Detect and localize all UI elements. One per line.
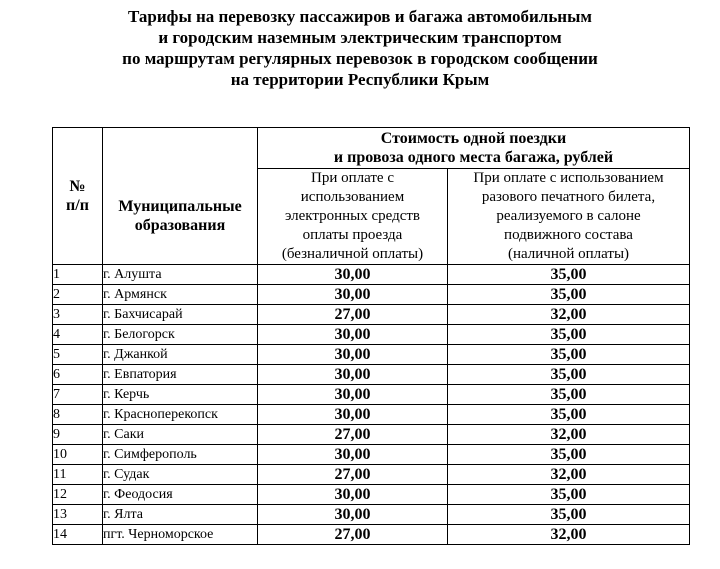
table-row (53, 325, 690, 345)
row-cash-price: 35,00 (448, 445, 690, 465)
row-cash-price: 32,00 (448, 525, 690, 545)
row-municipality: г. Симферополь (103, 445, 258, 465)
header-cash-line: реализуемого в салоне (496, 208, 641, 224)
row-municipality: г. Керчь (103, 385, 258, 405)
row-number: 4 (53, 325, 103, 345)
row-electronic-price: 30,00 (258, 485, 448, 505)
table-row (53, 285, 690, 305)
table-row (53, 525, 690, 545)
row-electronic-price: 27,00 (258, 425, 448, 445)
row-electronic-price: 30,00 (258, 445, 448, 465)
row-number: 13 (53, 505, 103, 525)
header-electronic-line: При оплате с (310, 170, 394, 186)
row-municipality: г. Судак (103, 465, 258, 485)
row-cash-price: 35,00 (448, 385, 690, 405)
header-municipality-line: образования (134, 217, 226, 234)
table-row (53, 425, 690, 445)
title-line: и городским наземным электрическим транспортом (158, 28, 562, 47)
table-row (53, 345, 690, 365)
row-cash-price: 35,00 (448, 405, 690, 425)
row-cash-price: 35,00 (448, 325, 690, 345)
row-cash-price: 32,00 (448, 465, 690, 485)
row-municipality: г. Саки (103, 425, 258, 445)
header-electronic-line: использованием (300, 189, 405, 205)
row-electronic-price: 30,00 (258, 325, 448, 345)
row-electronic-price: 27,00 (258, 305, 448, 325)
header-number-line: п/п (66, 197, 89, 214)
table-row (53, 405, 690, 425)
table-row (53, 445, 690, 465)
header-number (53, 128, 103, 265)
header-cash-line: (наличной оплаты) (507, 246, 630, 262)
row-number: 7 (53, 385, 103, 405)
row-number: 12 (53, 485, 103, 505)
row-electronic-price: 27,00 (258, 525, 448, 545)
row-municipality: пгт. Черноморское (103, 525, 258, 545)
header-cash-line: разового печатного билета, (481, 189, 656, 205)
row-number: 9 (53, 425, 103, 445)
header-number-line: № (69, 178, 86, 195)
header-electronic-line: оплаты проезда (302, 227, 403, 243)
table-row (53, 305, 690, 325)
row-number: 1 (53, 265, 103, 285)
row-electronic-price: 27,00 (258, 465, 448, 485)
row-number: 6 (53, 365, 103, 385)
header-cost (258, 128, 690, 169)
row-cash-price: 35,00 (448, 345, 690, 365)
row-electronic-price: 30,00 (258, 265, 448, 285)
row-electronic-price: 30,00 (258, 385, 448, 405)
row-electronic-price: 30,00 (258, 505, 448, 525)
row-cash-price: 32,00 (448, 425, 690, 445)
table-row (53, 385, 690, 405)
row-municipality: г. Бахчисарай (103, 305, 258, 325)
table-row (53, 505, 690, 525)
header-municipality-line: Муниципальные (118, 198, 242, 215)
row-municipality: г. Феодосия (103, 485, 258, 505)
row-cash-price: 35,00 (448, 285, 690, 305)
row-number: 5 (53, 345, 103, 365)
header-cash-line: При оплате с использованием (473, 170, 664, 186)
title-line: по маршрутам регулярных перевозок в городском сообщении (122, 49, 598, 68)
table-row (53, 465, 690, 485)
row-cash-price: 35,00 (448, 485, 690, 505)
header-cost-line: Стоимость одной поездки (380, 130, 567, 147)
title-line: на территории Республики Крым (230, 70, 490, 89)
row-municipality: г. Джанкой (103, 345, 258, 365)
row-electronic-price: 30,00 (258, 345, 448, 365)
table-row (53, 265, 690, 285)
row-number: 10 (53, 445, 103, 465)
row-electronic-price: 30,00 (258, 285, 448, 305)
header-electronic-line: электронных средств (284, 208, 421, 224)
row-electronic-price: 30,00 (258, 405, 448, 425)
row-cash-price: 35,00 (448, 505, 690, 525)
row-number: 14 (53, 525, 103, 545)
tariff-table (52, 127, 690, 545)
row-cash-price: 35,00 (448, 265, 690, 285)
header-electronic (258, 169, 448, 265)
row-municipality: г. Евпатория (103, 365, 258, 385)
row-cash-price: 32,00 (448, 305, 690, 325)
table-row (53, 365, 690, 385)
row-number: 11 (53, 465, 103, 485)
row-number: 3 (53, 305, 103, 325)
row-municipality: г. Ялта (103, 505, 258, 525)
title-line: Тарифы на перевозку пассажиров и багажа автомобильным (128, 7, 592, 26)
header-municipality (103, 128, 258, 265)
row-municipality: г. Армянск (103, 285, 258, 305)
row-municipality: г. Белогорск (103, 325, 258, 345)
header-cost-line: и провоза одного места багажа, рублей (333, 149, 614, 166)
row-cash-price: 35,00 (448, 365, 690, 385)
header-cash (448, 169, 690, 265)
header-electronic-line: (безналичной оплаты) (281, 246, 424, 262)
table-row (53, 485, 690, 505)
header-cash-line: подвижного состава (504, 227, 633, 243)
document-title (0, 6, 720, 90)
row-number: 2 (53, 285, 103, 305)
row-electronic-price: 30,00 (258, 365, 448, 385)
row-municipality: г. Красноперекопск (103, 405, 258, 425)
row-number: 8 (53, 405, 103, 425)
row-municipality: г. Алушта (103, 265, 258, 285)
